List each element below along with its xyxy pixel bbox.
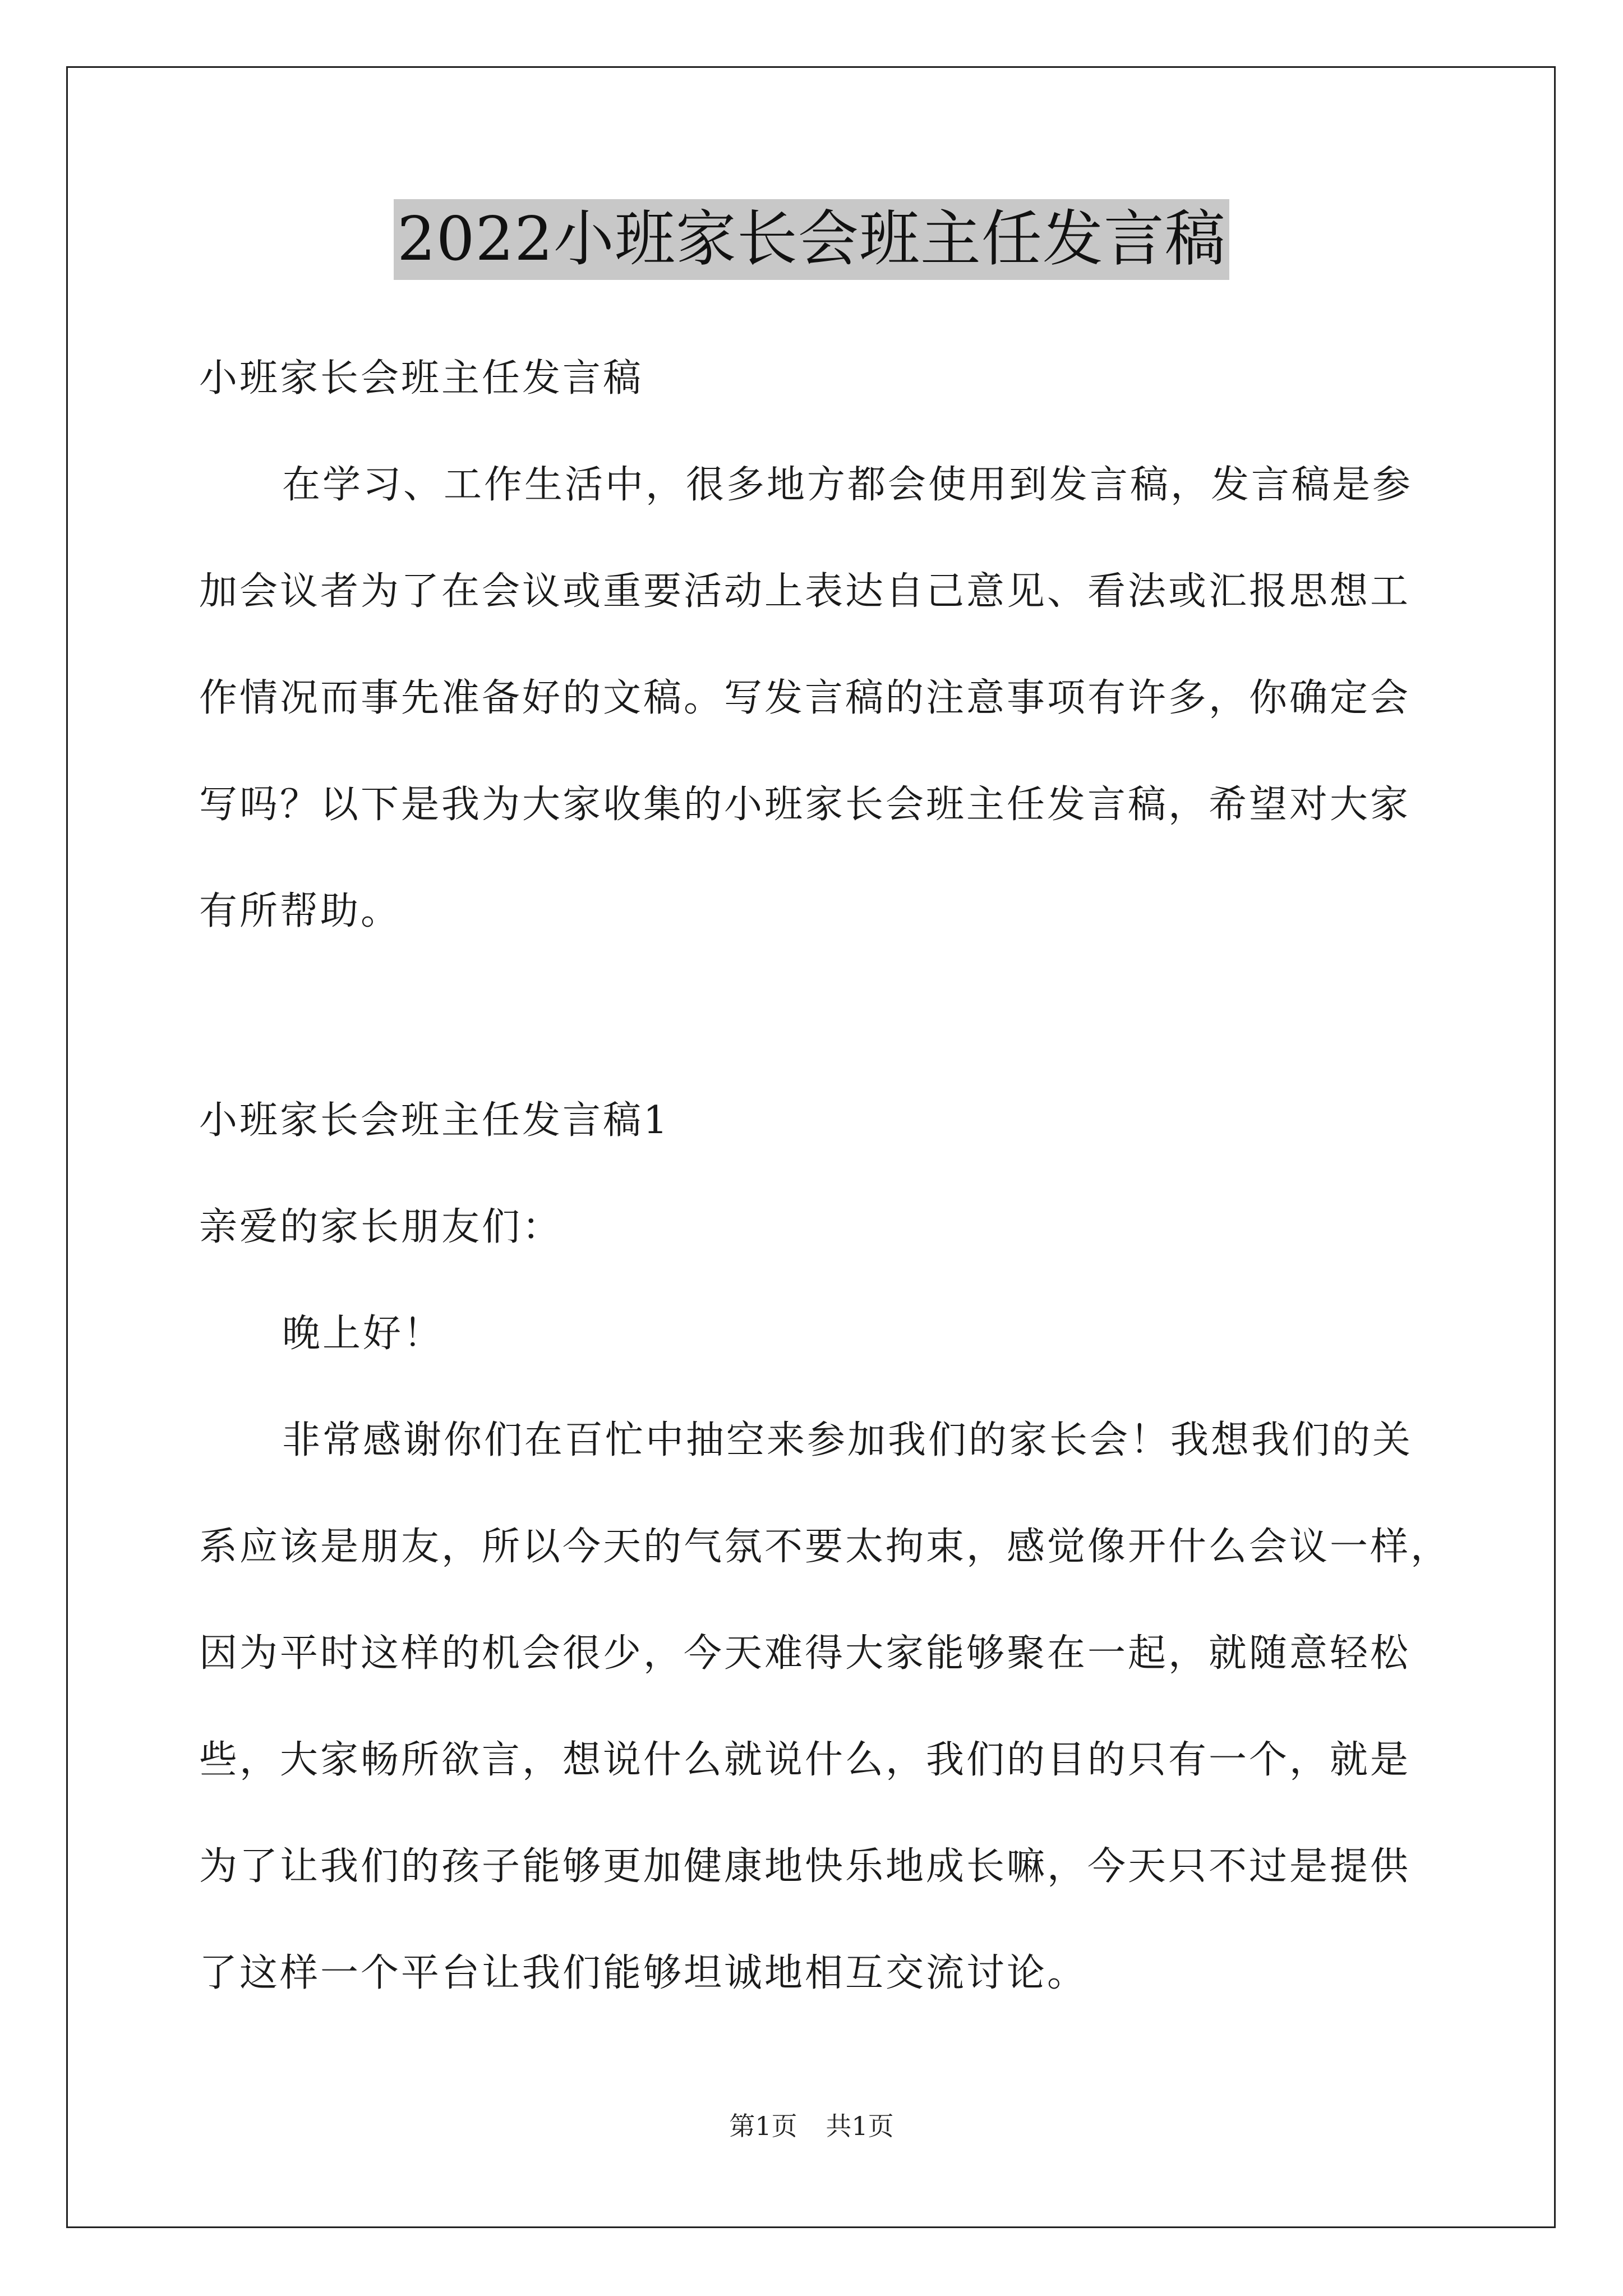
body-line-10: 系应该是朋友，所以今天的气氛不要太拘束，感觉像开什么会议一样，	[199, 1525, 1451, 1569]
body-line-3: 作情况而事先准备好的文稿。写发言稿的注意事项有许多，你确定会	[199, 676, 1411, 720]
page-number: 第1页	[729, 2111, 797, 2141]
body-line-9: 非常感谢你们在百忙中抽空来参加我们的家长会！我想我们的关	[282, 1418, 1413, 1462]
salutation-line: 亲爱的家长朋友们：	[199, 1205, 563, 1249]
body-line-12: 些，大家畅所欲言，想说什么就说什么，我们的目的只有一个，就是	[199, 1738, 1411, 1782]
body-line-11: 因为平时这样的机会很少，今天难得大家能够聚在一起，就随意轻松	[199, 1631, 1411, 1676]
body-line-2: 加会议者为了在会议或重要活动上表达自己意见、看法或汇报思想工	[199, 569, 1411, 614]
page-total: 共1页	[826, 2111, 894, 2141]
body-line-13: 为了让我们的孩子能够更加健康地快乐地成长嘛，今天只不过是提供	[199, 1844, 1411, 1889]
body-line-1: 在学习、工作生活中，很多地方都会使用到发言稿，发言稿是参	[282, 463, 1413, 507]
greeting-line: 晚上好！	[282, 1312, 444, 1356]
body-line-4: 写吗？以下是我为大家收集的小班家长会班主任发言稿，希望对大家	[199, 783, 1411, 827]
section-heading: 小班家长会班主任发言稿1	[199, 1098, 670, 1143]
body-line-5: 有所帮助。	[199, 889, 402, 933]
body-line-14: 了这样一个平台让我们能够坦诚地相互交流讨论。	[199, 1951, 1088, 1995]
title-wrap	[0, 199, 1623, 280]
page-footer	[0, 2109, 1623, 2143]
subtitle-line: 小班家长会班主任发言稿	[199, 356, 644, 401]
document-title: 2022小班家长会班主任发言稿	[394, 199, 1229, 280]
